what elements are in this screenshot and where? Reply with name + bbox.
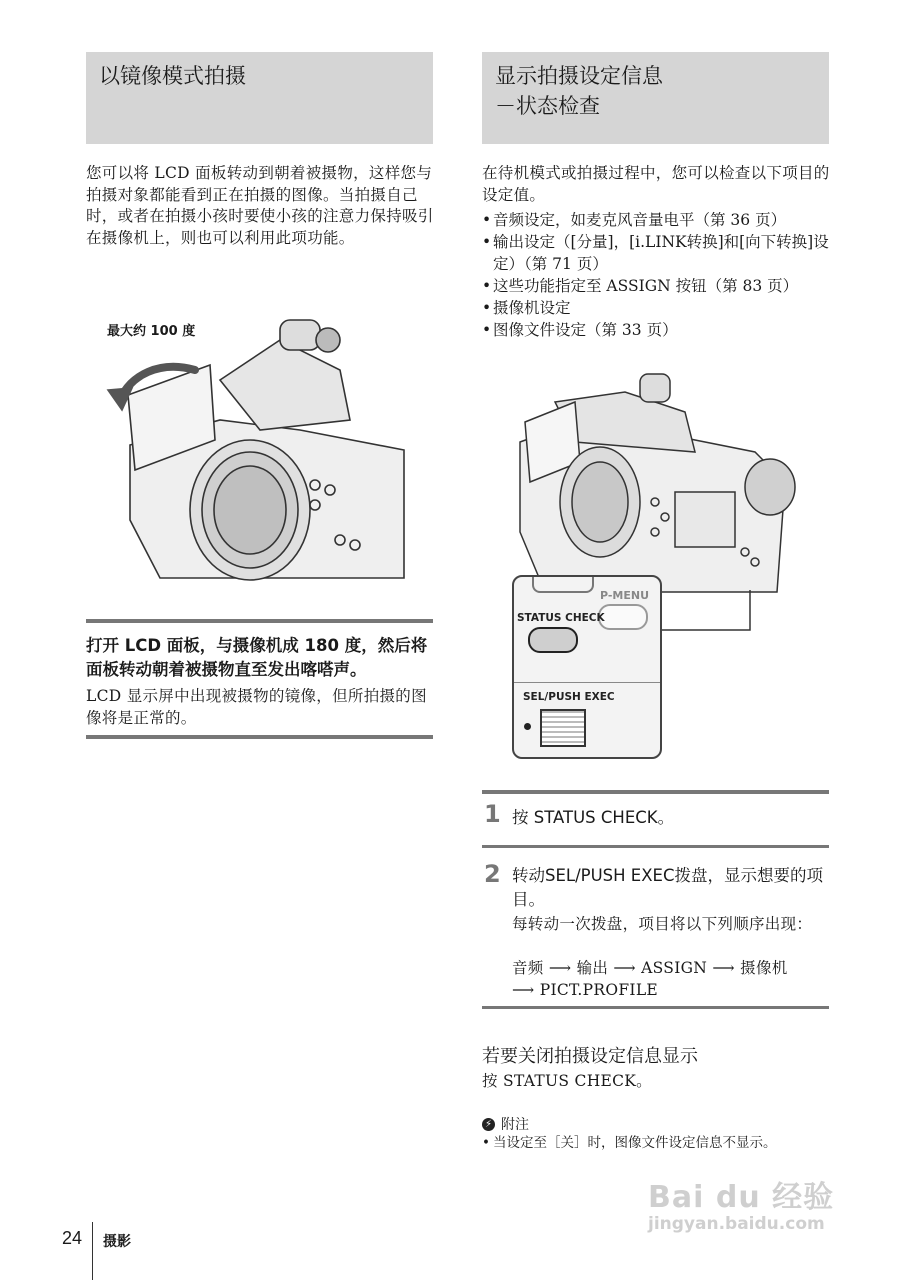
step1-text: 按 STATUS CHECK。 xyxy=(512,808,675,827)
dot-indicator xyxy=(524,723,531,730)
step2-number: 2 xyxy=(484,860,501,888)
left-heading: 以镜像模式拍摄 xyxy=(99,64,246,88)
bullet-item: • 这些功能指定至 ASSIGN 按钮（第 83 页） xyxy=(482,275,832,297)
left-heading-box xyxy=(86,52,433,144)
step1-number: 1 xyxy=(484,800,501,828)
right-heading-line1: 显示拍摄设定信息 xyxy=(495,64,663,88)
step2-sequence-line2: ⟶ PICT.PROFILE xyxy=(512,981,659,999)
bullet-item: • 图像文件设定（第 33 页） xyxy=(482,319,832,341)
p-menu-label: P-MENU xyxy=(600,589,650,602)
callout-divider xyxy=(514,682,660,683)
button-callout xyxy=(512,575,662,759)
right-intro: 在待机模式或拍摄过程中，您可以检查以下项目的设定值。 xyxy=(482,164,830,204)
status-check-button[interactable] xyxy=(528,627,578,653)
left-instruction-bottom-rule xyxy=(86,735,433,739)
callout-top-shape xyxy=(532,577,594,593)
note-heading xyxy=(482,1114,529,1134)
status-check-label: STATUS CHECK xyxy=(517,612,605,624)
bullet-item: • 音频设定，如麦克风音量电平（第 36 页） xyxy=(482,209,832,231)
footer-section: 摄影 xyxy=(103,1234,131,1250)
watermark-url: jingyan.baidu.com xyxy=(648,1214,825,1234)
close-title: 若要关闭拍摄设定信息显示 xyxy=(482,1046,698,1067)
left-intro: 您可以将 LCD 面板转动到朝着被摄物，这样您与拍摄对象都能看到正在拍摄的图像。当拍摄自己时，或者在拍摄小孩时要使小孩的注意力保持吸引在摄像机上，则也可以利用此项功能。 xyxy=(86,164,434,247)
note-title: 附注 xyxy=(501,1117,529,1133)
step2-sequence-line1: 音频 ⟶ 输出 ⟶ ASSIGN ⟶ 摄像机 xyxy=(512,959,788,977)
note-icon: ⚡ xyxy=(482,1118,495,1131)
page-number: 24 xyxy=(62,1228,83,1248)
camera-mirror-illustration xyxy=(100,310,406,582)
step1-top-rule xyxy=(482,790,829,794)
note-body: • 当设定至［关］时，图像文件设定信息不显示。 xyxy=(482,1135,777,1151)
p-menu-button[interactable] xyxy=(598,604,648,630)
left-instruction-body: LCD 显示屏中出现被摄物的镜像，但所拍摄的图像将是正常的。 xyxy=(86,687,427,727)
left-instruction-title: 打开 LCD 面板，与摄像机成 180 度，然后将面板转动朝着被摄物直至发出喀嗒声。 xyxy=(86,636,428,679)
right-bullet-list xyxy=(482,209,832,341)
left-instruction-top-rule xyxy=(86,619,433,623)
right-heading-line2: －状态检查 xyxy=(495,94,600,118)
close-body: 按 STATUS CHECK。 xyxy=(482,1072,652,1090)
right-heading-box xyxy=(482,52,829,144)
bullet-item: • 摄像机设定 xyxy=(482,297,832,319)
bullet-item: • 输出设定（[分量]，[i.LINK转换]和[向下转换]设定）（第 71 页） xyxy=(482,231,832,275)
sel-push-exec-dial[interactable] xyxy=(540,709,586,747)
watermark-brand: Bai du 经验 xyxy=(648,1180,835,1215)
sel-push-exec-label: SEL/PUSH EXEC xyxy=(523,691,615,703)
footer-divider xyxy=(92,1222,93,1280)
callout-connector xyxy=(650,590,760,640)
camera-status-illustration xyxy=(515,372,805,602)
step2-title: 转动SEL/PUSH EXEC拨盘，显示想要的项目。 xyxy=(512,866,823,909)
figure-label: 最大约 100 度 xyxy=(107,324,196,339)
step2-bottom-rule xyxy=(482,1006,829,1009)
step2-body: 每转动一次拨盘，项目将以下列顺序出现： xyxy=(512,915,813,933)
step1-bottom-rule xyxy=(482,845,829,848)
note-text: 当设定至［关］时，图像文件设定信息不显示。 xyxy=(493,1135,777,1151)
